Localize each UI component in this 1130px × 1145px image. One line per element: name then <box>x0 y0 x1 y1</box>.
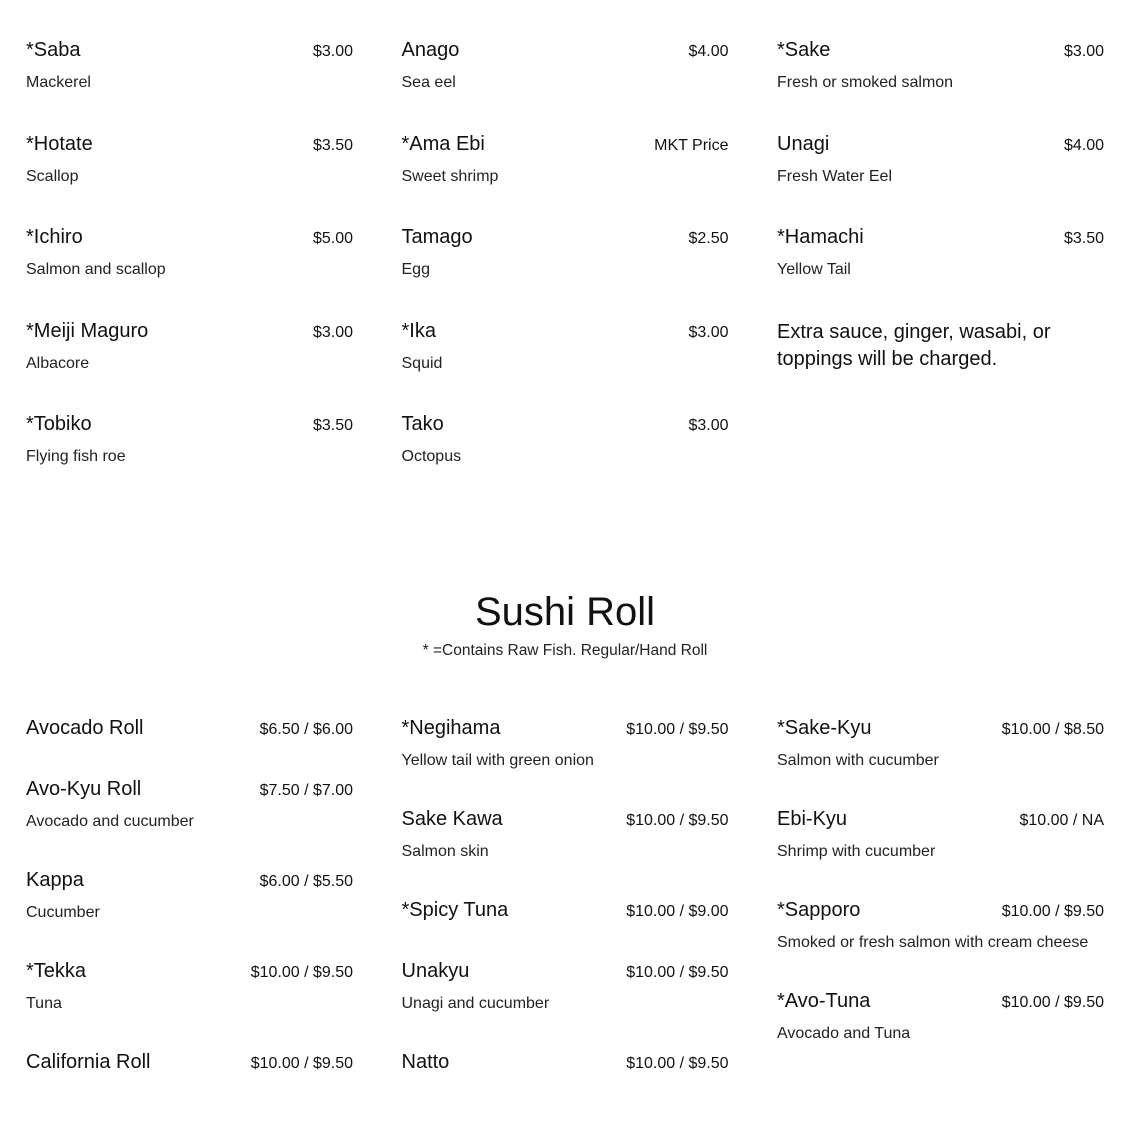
item-description: Fresh or smoked salmon <box>777 74 954 91</box>
item-name: Unagi <box>777 132 830 155</box>
item-price: $10.00 / $9.50 <box>626 721 729 738</box>
item-name: *Negihama <box>401 717 501 739</box>
item-name: Tako <box>401 413 444 436</box>
menu-item <box>402 412 729 506</box>
item-name: *Meiji Maguro <box>26 319 149 342</box>
item-price: $10.00 / $9.50 <box>626 964 729 981</box>
item-price: $3.50 <box>312 417 353 435</box>
item-description: Octopus <box>401 448 462 466</box>
item-price: $3.00 <box>688 323 729 341</box>
menu-item <box>26 38 353 132</box>
item-name: *Ama Ebi <box>401 132 485 155</box>
item-name: Avo-Kyu Roll <box>26 778 142 800</box>
item-name: *Sake <box>777 39 831 61</box>
item-price: $3.00 <box>312 43 353 60</box>
item-description: Fresh Water Eel <box>777 167 892 185</box>
item-description: Yellow tail with green onion <box>401 752 594 769</box>
item-price: $3.00 <box>312 323 353 341</box>
item-price: $7.50 / $7.00 <box>259 782 353 799</box>
item-name: *Sake-Kyu <box>777 717 872 739</box>
item-price: $6.00 / $5.50 <box>259 873 353 890</box>
item-name: Avocado Roll <box>26 717 144 739</box>
item-description: Salmon skin <box>401 843 489 860</box>
section-subtitle: * =Contains Raw Fish. Regular/Hand Roll <box>422 642 708 659</box>
item-description: Unagi and cucumber <box>401 995 550 1012</box>
item-name: *Ichiro <box>26 226 83 249</box>
roll-column <box>26 716 353 1111</box>
item-description: Yellow Tail <box>777 261 851 279</box>
item-description: Salmon and scallop <box>26 261 166 279</box>
sushi-roll-grid <box>26 716 1104 1111</box>
menu-item <box>402 319 729 413</box>
item-price: $10.00 / $9.50 <box>250 1055 353 1072</box>
menu-item <box>777 807 1104 866</box>
item-price: $3.00 <box>1063 43 1104 60</box>
item-price: $6.50 / $6.00 <box>259 721 353 738</box>
menu-item <box>777 132 1104 226</box>
menu-item <box>26 132 353 226</box>
nigiri-column <box>777 38 1104 506</box>
item-name: *Sapporo <box>777 899 861 921</box>
item-description: Shrimp with cucumber <box>777 843 936 860</box>
item-price: $3.50 <box>1063 230 1104 248</box>
item-description: Sweet shrimp <box>401 167 499 185</box>
item-description: Flying fish roe <box>26 448 126 466</box>
menu-item <box>777 225 1104 319</box>
menu-item <box>26 777 353 836</box>
item-name: Sake Kawa <box>401 808 503 830</box>
item-description: Mackerel <box>26 74 91 91</box>
item-name: *Saba <box>26 39 81 61</box>
item-name: *Tobiko <box>26 413 92 436</box>
section-title: Sushi Roll <box>474 590 656 634</box>
item-price: $10.00 / $9.50 <box>250 964 353 981</box>
item-price: $10.00 / $9.50 <box>1001 903 1104 920</box>
item-name: California Roll <box>26 1051 151 1073</box>
menu-item <box>402 132 729 226</box>
item-price: $10.00 / $9.50 <box>626 812 729 829</box>
item-price: $10.00 / $8.50 <box>1001 721 1104 738</box>
item-description: Scallop <box>26 167 79 185</box>
item-price: $5.00 <box>312 230 353 248</box>
item-name: Ebi-Kyu <box>777 808 848 830</box>
menu-item <box>777 716 1104 775</box>
menu-item <box>26 225 353 319</box>
item-price: $2.50 <box>688 230 729 248</box>
item-price: $4.00 <box>688 43 729 60</box>
item-name: Kappa <box>26 869 84 891</box>
menu-item <box>402 716 729 775</box>
menu-item <box>26 959 353 1018</box>
item-name: *Tekka <box>26 960 87 982</box>
item-description: Avocado and Tuna <box>777 1025 911 1042</box>
item-description: Squid <box>401 354 443 372</box>
menu-item <box>26 319 353 413</box>
menu-item <box>402 959 729 1018</box>
menu-item <box>402 1050 729 1076</box>
sushi-roll-header <box>0 588 1130 662</box>
nigiri-menu-grid <box>26 38 1104 506</box>
item-name: *Avo-Tuna <box>777 990 871 1012</box>
item-price: $10.00 / $9.50 <box>626 1055 729 1072</box>
item-description: Smoked or fresh salmon with cream cheese <box>777 934 1089 951</box>
menu-item <box>777 898 1104 957</box>
item-name: *Hamachi <box>777 226 864 249</box>
item-name: Anago <box>401 39 460 61</box>
item-name: Unakyu <box>401 960 470 982</box>
item-description: Salmon with cucumber <box>777 752 939 769</box>
item-price: MKT Price <box>654 136 729 154</box>
item-price: $10.00 / $9.00 <box>626 903 729 920</box>
item-description: Egg <box>401 261 430 279</box>
item-name: *Hotate <box>26 132 93 155</box>
menu-item <box>402 898 729 924</box>
item-name: *Ika <box>401 319 436 342</box>
menu-item <box>777 38 1104 132</box>
menu-item <box>26 412 353 506</box>
roll-column <box>402 716 729 1111</box>
item-price: $10.00 / NA <box>1019 812 1104 829</box>
menu-item <box>26 868 353 927</box>
menu-item <box>26 716 353 742</box>
item-name: Natto <box>401 1051 450 1073</box>
menu-item <box>402 225 729 319</box>
extra-charges-note: Extra sauce, ginger, wasabi, or toppings will be charged. <box>777 320 1051 370</box>
nigiri-column <box>402 38 729 506</box>
item-description: Albacore <box>26 354 90 372</box>
item-description: Avocado and cucumber <box>26 813 194 830</box>
item-description: Sea eel <box>401 74 456 91</box>
menu-item <box>402 38 729 132</box>
item-description: Cucumber <box>26 904 100 921</box>
menu-item <box>402 807 729 866</box>
item-price: $3.50 <box>312 136 353 154</box>
nigiri-column <box>26 38 353 506</box>
roll-column <box>777 716 1104 1111</box>
item-price: $4.00 <box>1063 136 1104 154</box>
item-description: Tuna <box>26 995 62 1012</box>
item-name: *Spicy Tuna <box>401 899 509 921</box>
item-price: $10.00 / $9.50 <box>1001 994 1104 1011</box>
item-name: Tamago <box>401 226 473 249</box>
item-price: $3.00 <box>688 417 729 435</box>
menu-item <box>26 1050 353 1076</box>
menu-item <box>777 989 1104 1048</box>
